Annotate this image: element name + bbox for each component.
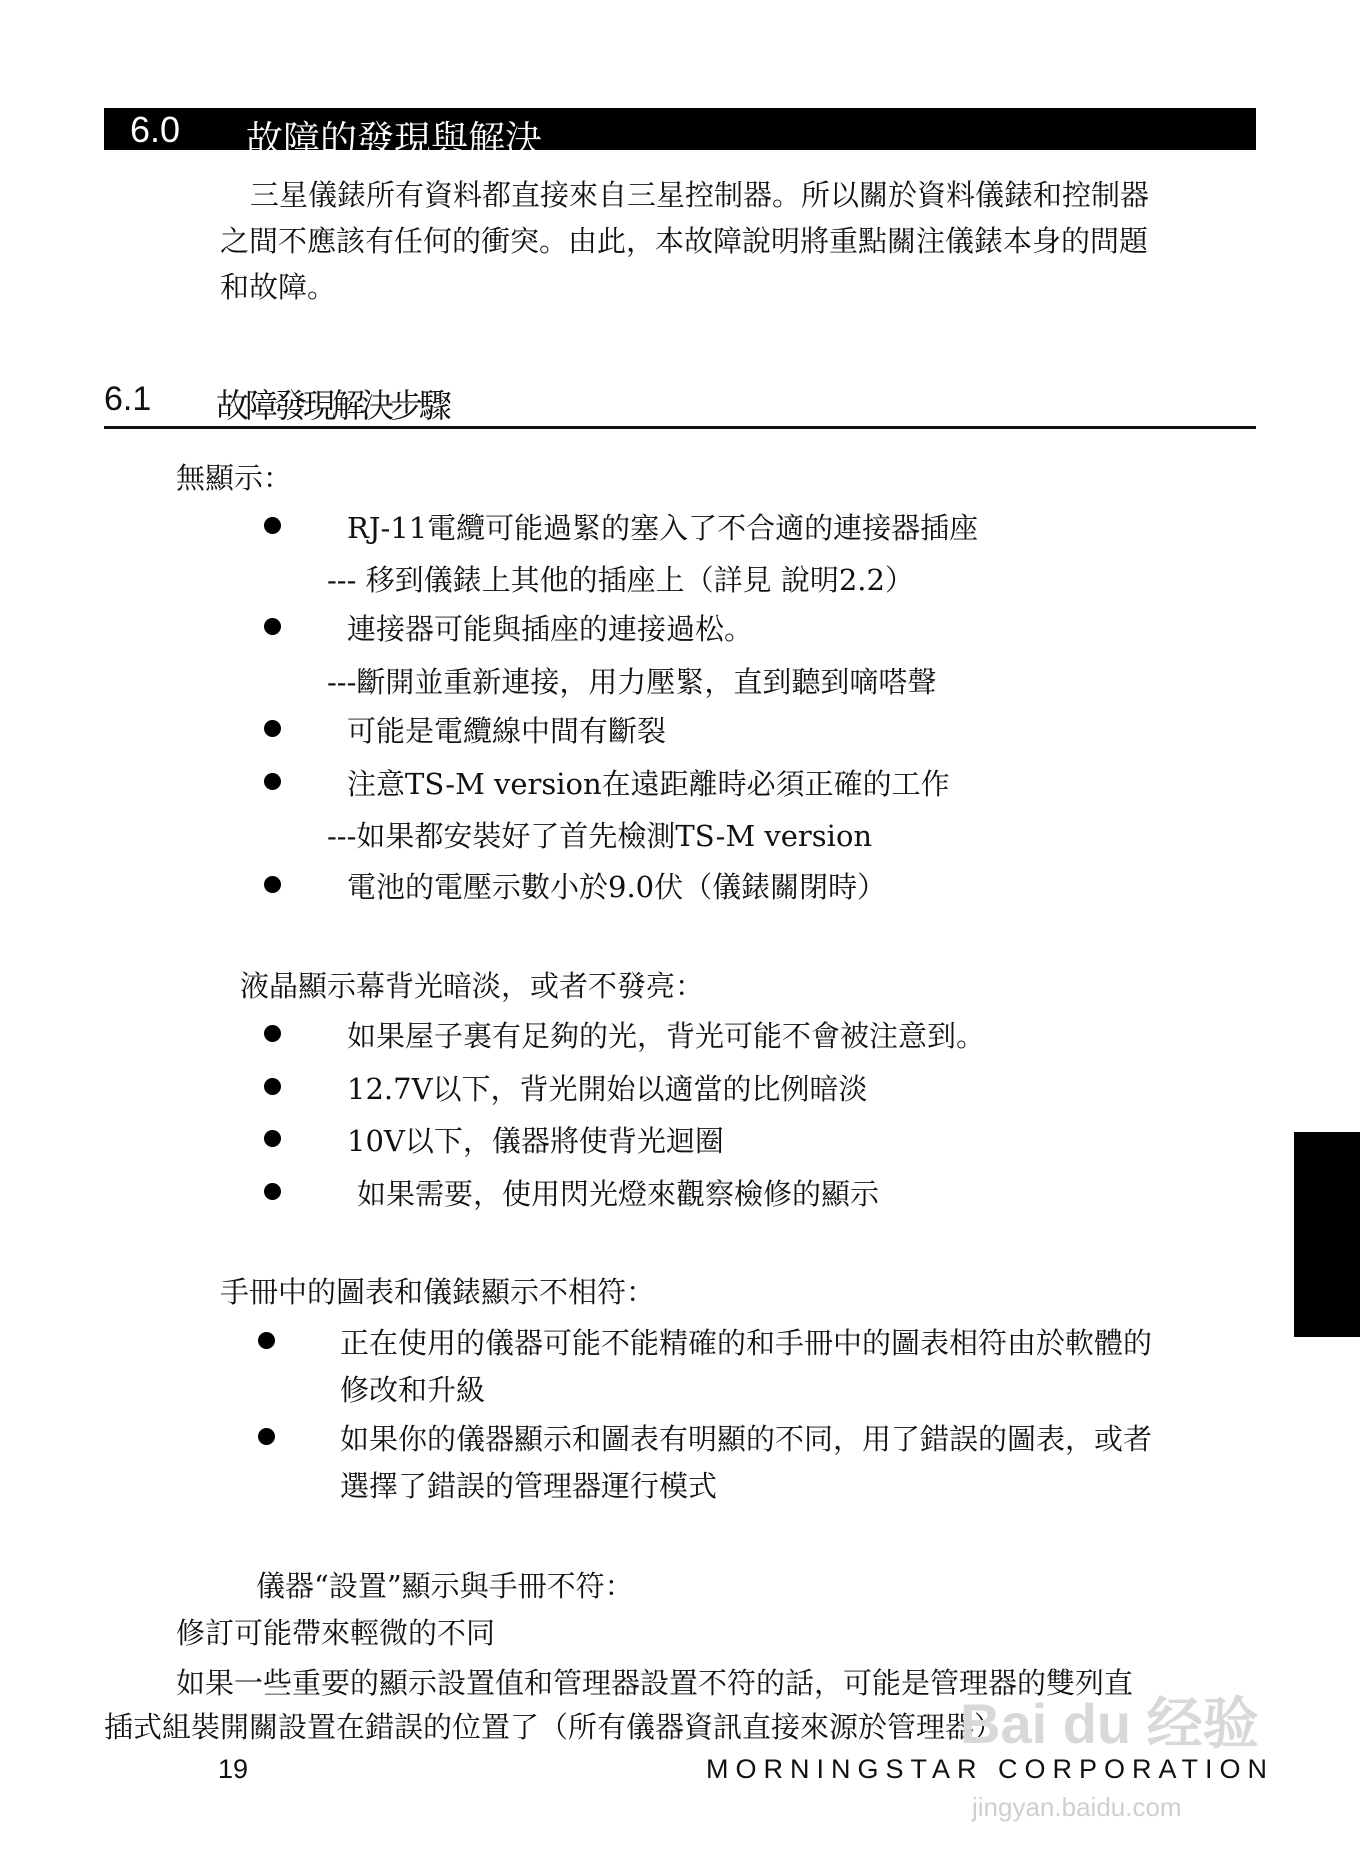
section-header-bar [104, 108, 1256, 161]
no-display-item-5: 電池的電壓示數小於9.0伏（儀錶關閉時） [347, 870, 887, 904]
intro-line-2: 之間不應該有任何的衝突。由此，本故障說明將重點關注儀錶本身的問題 [220, 224, 1149, 258]
page-number: 19 [218, 1754, 249, 1784]
subsection-number: 6.1 [104, 380, 152, 418]
bullet-icon [264, 1078, 281, 1095]
manual-mismatch-item-2: 如果你的儀器顯示和圖表有明顯的不同，用了錯誤的圖表，或者 [340, 1422, 1153, 1456]
manual-mismatch-item-1: 正在使用的儀器可能不能精確的和手冊中的圖表相符由於軟體的 [340, 1326, 1153, 1360]
lcd-dim-item-1: 如果屋子裏有足夠的光，背光可能不會被注意到。 [347, 1019, 986, 1053]
settings-line-1: 修訂可能帶來輕微的不同 [176, 1616, 496, 1650]
bullet-icon [264, 1183, 281, 1200]
lcd-dim-heading: 液晶顯示幕背光暗淡，或者不發亮： [240, 969, 705, 1003]
no-display-item-3: 可能是電纜線中間有斷裂 [347, 714, 667, 748]
no-display-note-4: ---如果都安裝好了首先檢測TS-M version [327, 819, 873, 853]
bullet-icon [264, 1130, 281, 1147]
manual-mismatch-item-1-cont: 修改和升級 [340, 1373, 486, 1407]
lcd-dim-item-2: 12.7V以下，背光開始以適當的比例暗淡 [347, 1072, 868, 1106]
no-display-item-1: RJ-11電纜可能過緊的塞入了不合適的連接器插座 [347, 511, 979, 545]
chapter-side-tab [1294, 1132, 1360, 1337]
intro-line-1: 三星儀錶所有資料都直接來自三星控制器。所以關於資料儀錶和控制器 [250, 178, 1150, 212]
no-display-note-2: ---斷開並重新連接，用力壓緊，直到聽到嘀嗒聲 [327, 665, 937, 699]
subsection-rule [104, 426, 1256, 429]
no-display-heading: 無顯示： [176, 461, 293, 495]
manual-mismatch-heading: 手冊中的圖表和儀錶顯示不相符： [220, 1275, 656, 1309]
bullet-icon [258, 1332, 275, 1349]
no-display-item-4: 注意TS-M version在遠距離時必須正確的工作 [347, 767, 950, 801]
watermark-url: jingyan.baidu.com [972, 1792, 1182, 1822]
no-display-note-1: --- 移到儀錶上其他的插座上（詳見 說明2.2） [327, 563, 914, 597]
bullet-icon [264, 876, 281, 893]
bullet-icon [258, 1428, 275, 1445]
bullet-icon [264, 1025, 281, 1042]
manual-mismatch-item-2-cont: 選擇了錯誤的管理器運行模式 [340, 1469, 718, 1503]
subsection-title: 故障發現解決步驟 [216, 386, 448, 425]
lcd-dim-item-4: 如果需要，使用閃光燈來觀察檢修的顯示 [357, 1177, 880, 1211]
bullet-icon [264, 773, 281, 790]
settings-line-2: 如果一些重要的顯示設置值和管理器設置不符的話，可能是管理器的雙列直 [176, 1666, 1134, 1700]
section-number: 6.0 [130, 109, 181, 150]
bullet-icon [264, 618, 281, 635]
company-name: MORNINGSTAR CORPORATION [706, 1754, 1275, 1784]
no-display-item-2: 連接器可能與插座的連接過松。 [347, 612, 754, 646]
bullet-icon [264, 720, 281, 737]
settings-line-3: 插式組裝開關設置在錯誤的位置了（所有儀器資訊直接來源於管理器） [104, 1710, 1004, 1744]
bullet-icon [264, 517, 281, 534]
lcd-dim-item-3: 10V以下，儀器將使背光迴圈 [347, 1124, 724, 1158]
watermark-logo: Bai du 经验 [960, 1692, 1259, 1755]
intro-line-3: 和故障。 [220, 270, 337, 304]
settings-heading: 儀器“設置”顯示與手冊不符： [256, 1569, 634, 1603]
section-title: 故障的發現與解決 [246, 118, 542, 161]
